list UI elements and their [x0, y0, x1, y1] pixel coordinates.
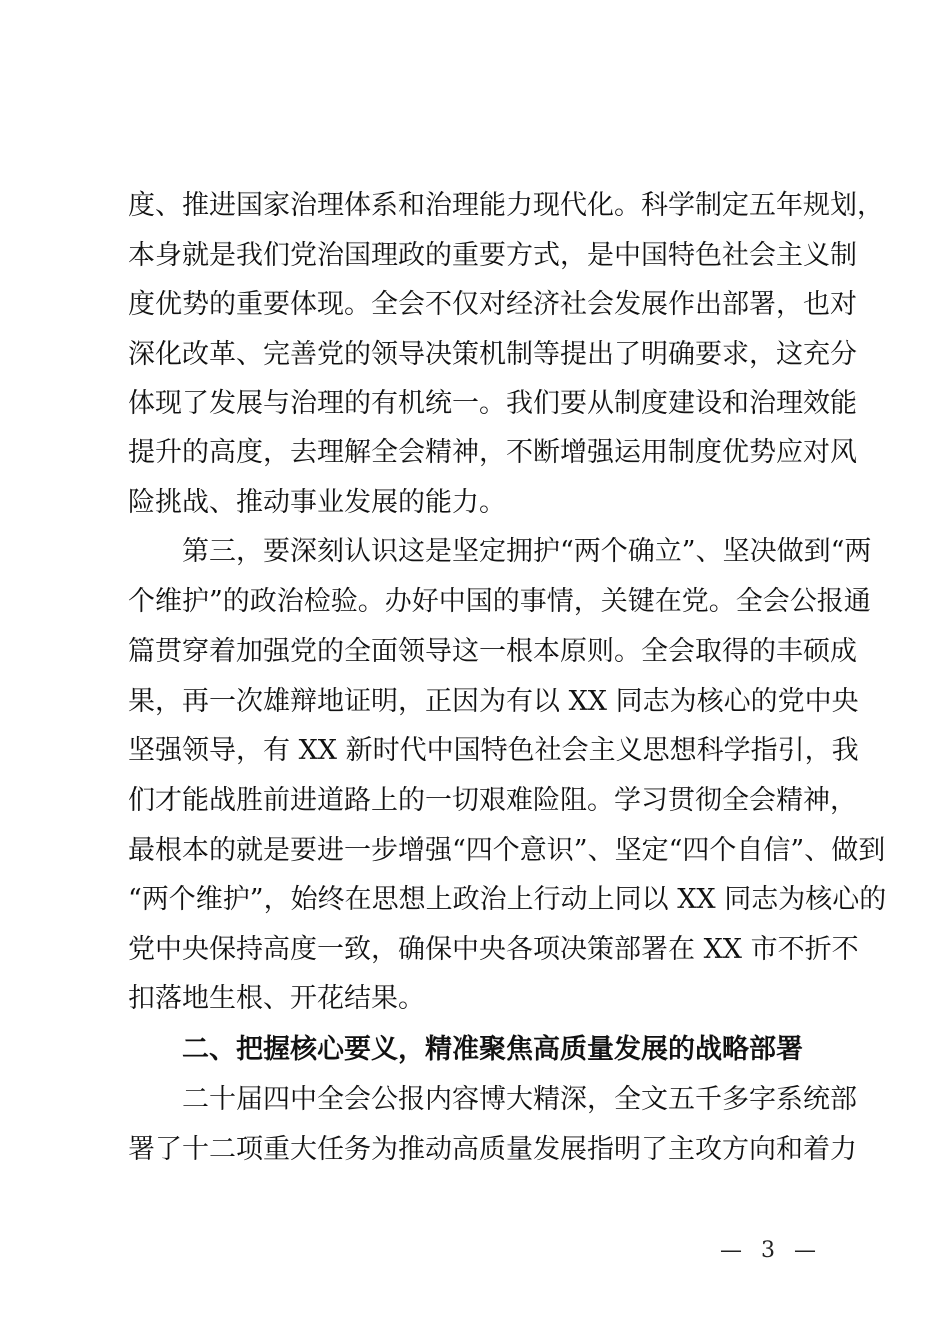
paragraph-line: 二十届四中全会公报内容博大精深，全文五千多字系统部	[182, 1084, 857, 1115]
paragraph-line: 扣落地生根、开花结果。	[128, 983, 425, 1014]
paragraph-line: “两个维护”，始终在思想上政治上行动上同以 XX 同志为核心的	[128, 884, 887, 915]
paragraph-line: 最根本的就是要进一步增强“四个意识”、坚定“四个自信”、做到	[128, 835, 886, 866]
paragraph-line: 个维护”的政治检验。办好中国的事情，关键在党。全会公报通	[128, 586, 871, 617]
paragraph-line: 们才能战胜前进道路上的一切艰难险阻。学习贯彻全会精神，	[128, 785, 857, 816]
paragraph-line: 篇贯穿着加强党的全面领导这一根本原则。全会取得的丰硕成	[128, 636, 857, 667]
paragraph-line: 党中央保持高度一致，确保中央各项决策部署在 XX 市不折不	[128, 934, 859, 965]
paragraph-line: 深化改革、完善党的领导决策机制等提出了明确要求，这充分	[128, 339, 857, 370]
paragraph-line: 署了十二项重大任务为推动高质量发展指明了主攻方向和着力	[128, 1134, 857, 1165]
page-number: — 3 —	[720, 1238, 822, 1263]
paragraph-line: 提升的高度，去理解全会精神，不断增强运用制度优势应对风	[128, 437, 857, 468]
paragraph-line: 本身就是我们党治国理政的重要方式，是中国特色社会主义制	[128, 240, 857, 271]
paragraph-line: 果，再一次雄辩地证明，正因为有以 XX 同志为核心的党中央	[128, 686, 859, 717]
paragraph-line: 坚强领导，有 XX 新时代中国特色社会主义思想科学指引，我	[128, 735, 859, 766]
paragraph-line: 度、推进国家治理体系和治理能力现代化。科学制定五年规划，	[128, 190, 884, 221]
paragraph-line: 体现了发展与治理的有机统一。我们要从制度建设和治理效能	[128, 388, 857, 419]
paragraph-line: 险挑战、推动事业发展的能力。	[128, 487, 506, 518]
paragraph-line: 度优势的重要体现。全会不仅对经济社会发展作出部署，也对	[128, 289, 857, 320]
paragraph-line: 第三，要深刻认识这是坚定拥护“两个确立”、坚决做到“两	[182, 536, 872, 567]
section-heading: 二、把握核心要义，精准聚焦高质量发展的战略部署	[182, 1034, 803, 1065]
